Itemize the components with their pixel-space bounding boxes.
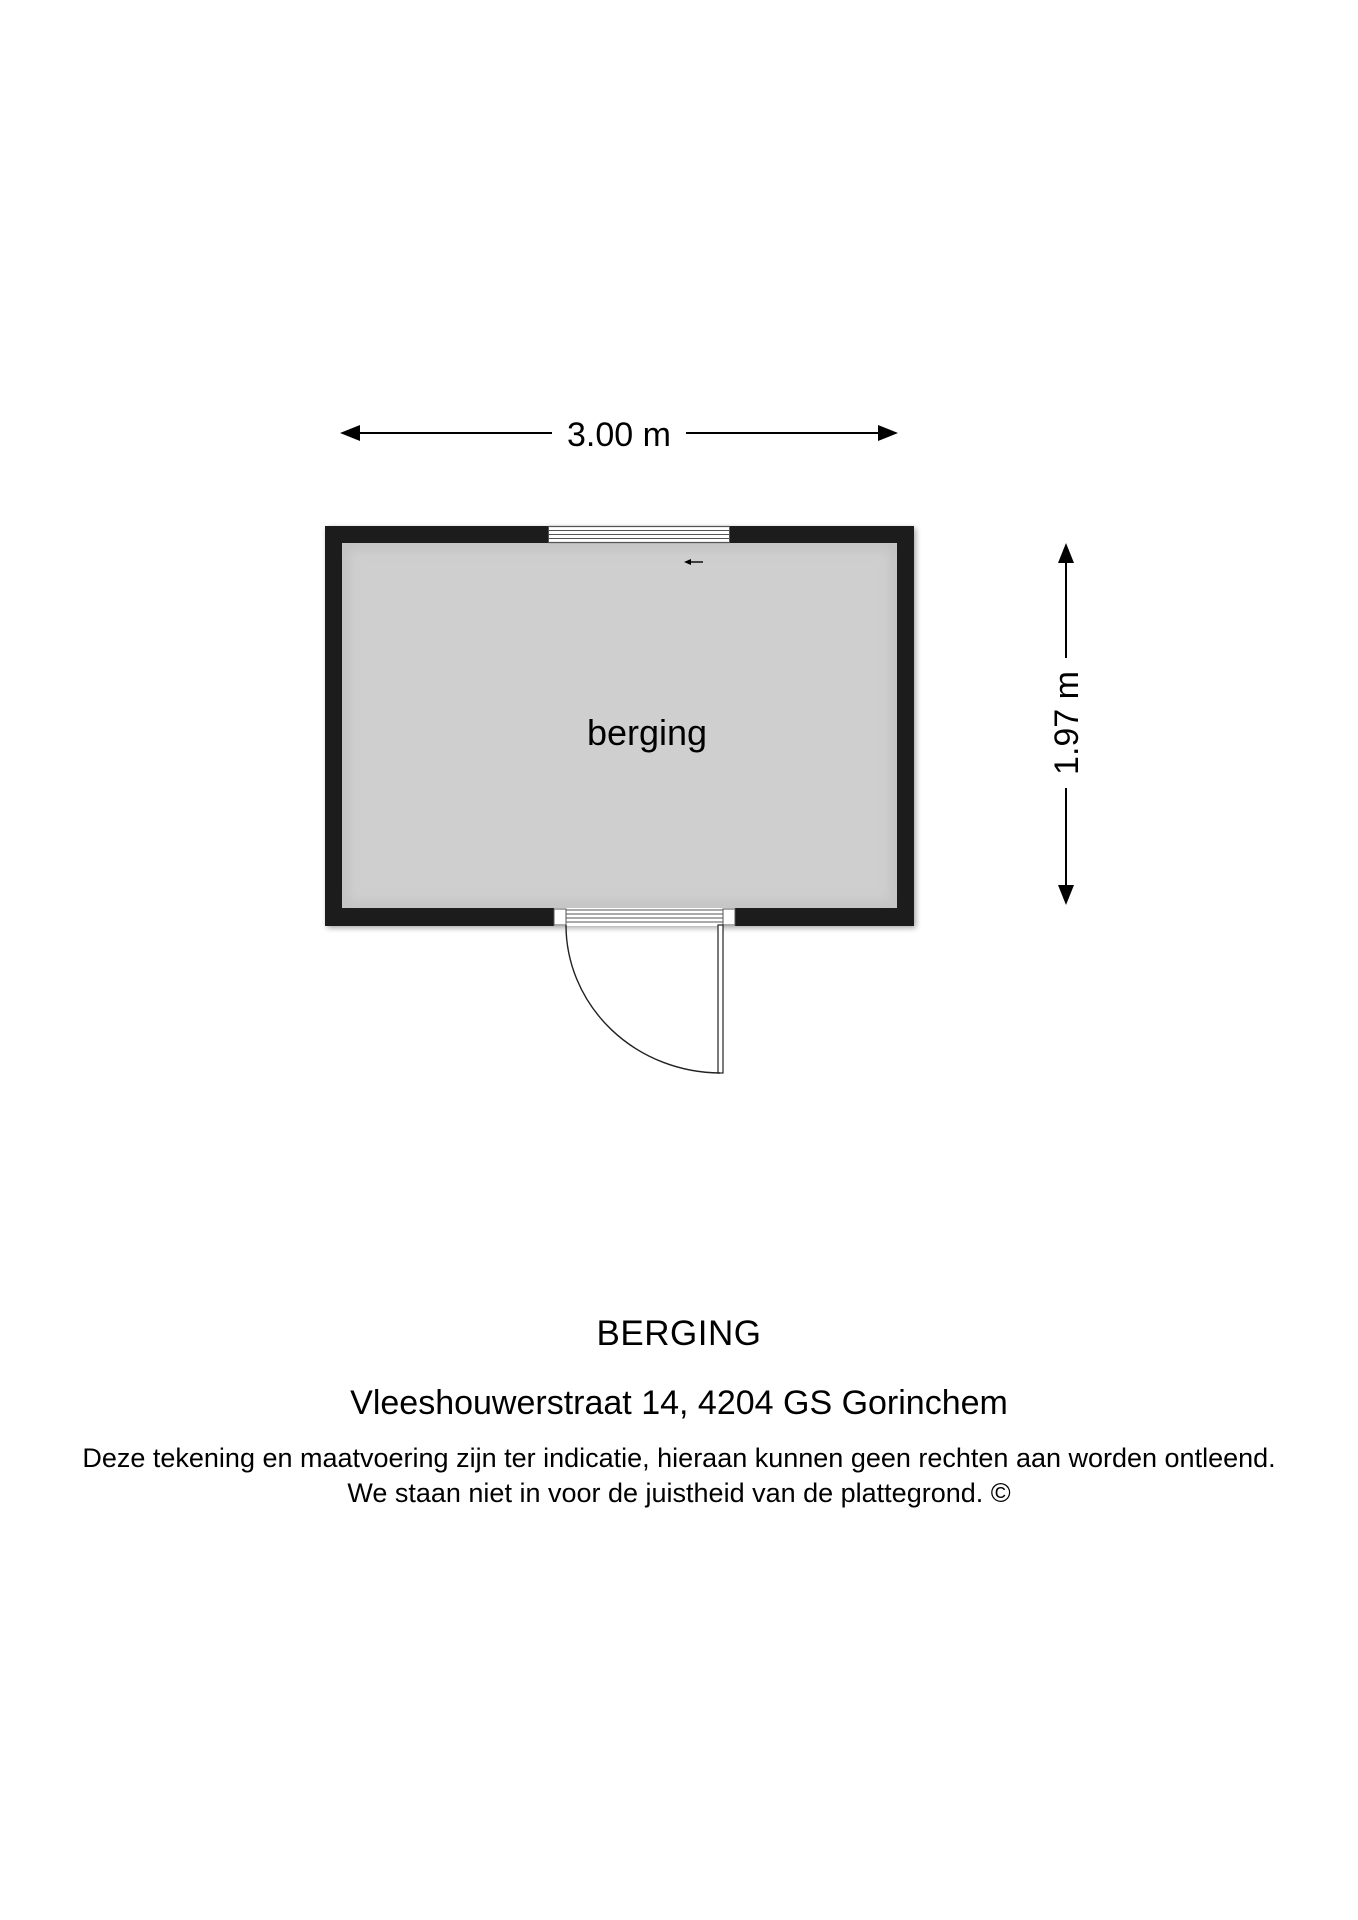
door-swing-icon	[554, 908, 735, 1073]
arrow-down-icon	[1058, 885, 1074, 905]
disclaimer-line-2: We staan niet in voor de juistheid van de plattegrond. ©	[347, 1478, 1011, 1508]
width-dimension	[340, 416, 898, 454]
plan-title: BERGING	[596, 1314, 762, 1353]
arrow-right-icon	[878, 425, 898, 441]
window-icon	[548, 526, 730, 543]
room-label: berging	[586, 712, 708, 753]
arrow-left-icon	[340, 425, 360, 441]
arrow-up-icon	[1058, 543, 1074, 563]
room-berging	[325, 526, 914, 926]
width-dimension-label: 3.00 m	[567, 416, 671, 454]
depth-dimension-label: 1.97 m	[1048, 671, 1086, 775]
disclaimer-line-1: Deze tekening en maatvoering zijn ter indicatie, hieraan kunnen geen rechten aan worden ontleend.	[82, 1443, 1276, 1473]
door-leaf	[718, 925, 723, 1073]
address: Vleeshouwerstraat 14, 4204 GS Gorinchem	[350, 1384, 1008, 1422]
depth-dimension	[1048, 543, 1086, 905]
door-swing-arc	[566, 925, 720, 1073]
